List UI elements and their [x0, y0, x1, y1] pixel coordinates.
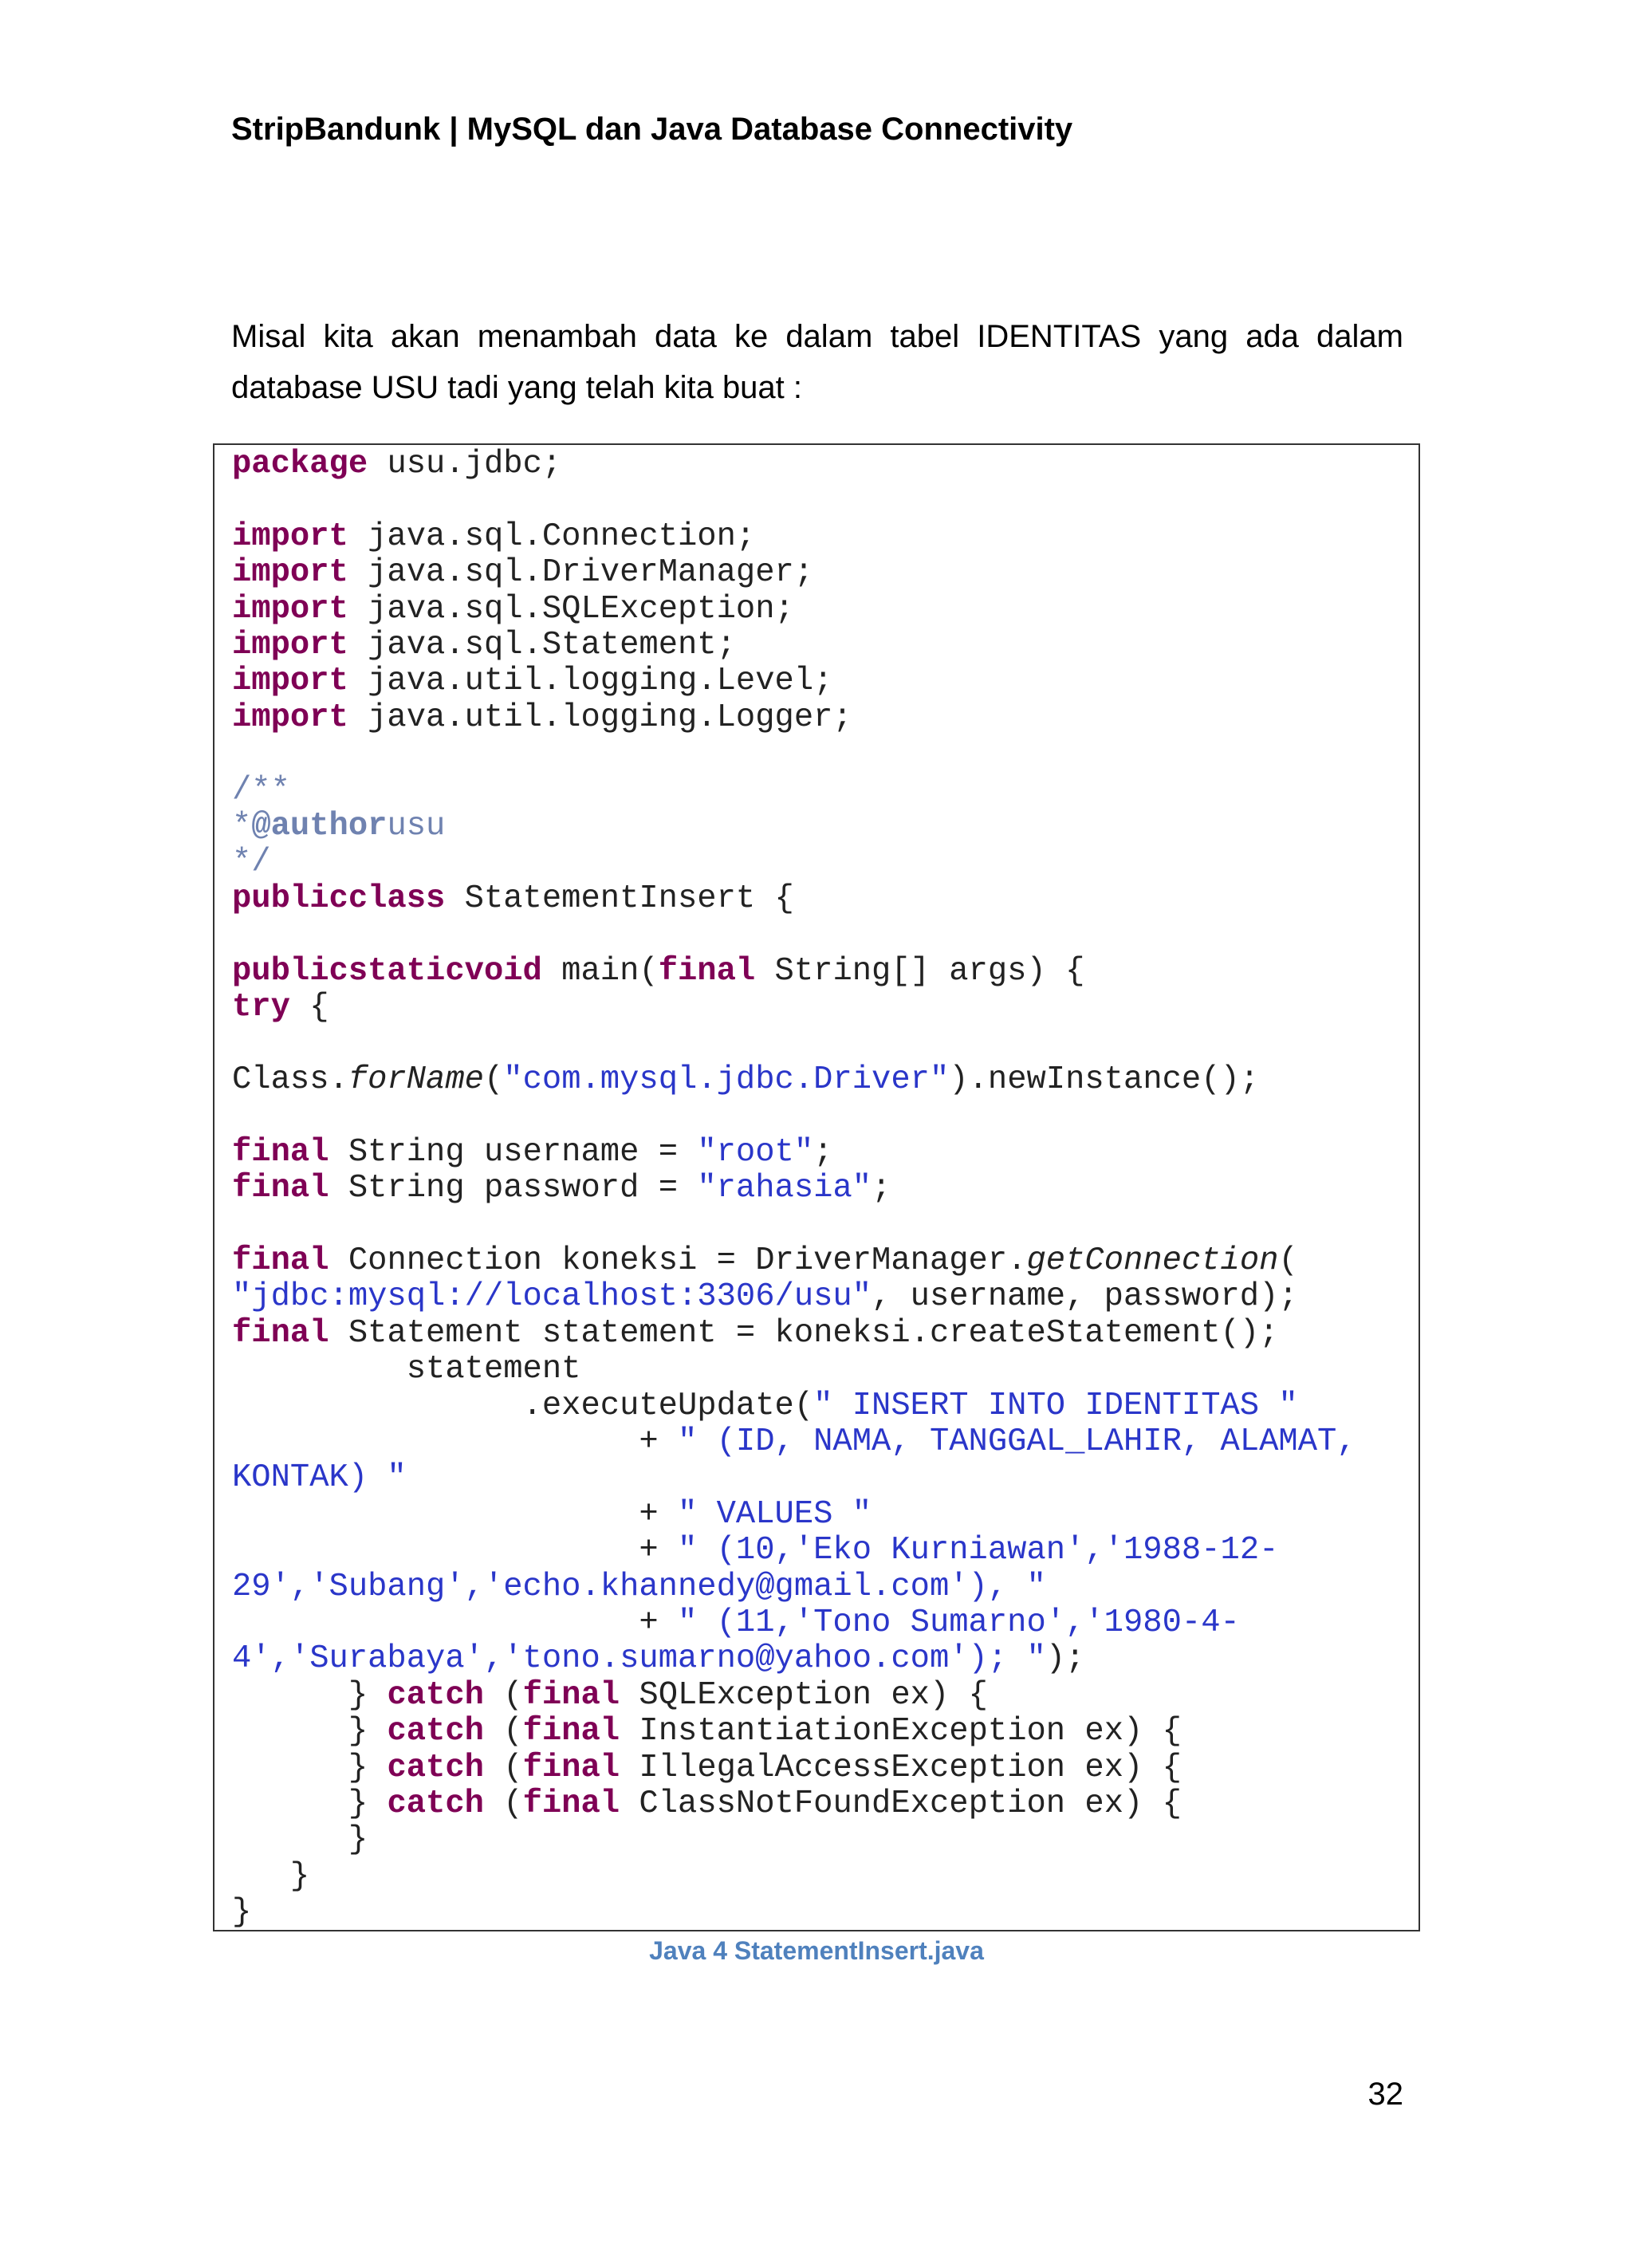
page-number: 32 [1367, 2077, 1403, 2112]
code-listing-box [213, 443, 1420, 1931]
listing-caption: Java 4 StatementInsert.java [649, 1936, 984, 1965]
code-block: package usu.jdbc; import java.sql.Connection; import java.sql.DriverManager; import java.sql.SQLException; import java.sql.Statement; import java.util.logging.Level; import java.util.logging.Logger; /** *@authorusu */ publicclass StatementInsert { publicstaticvoid main(final String[] args) { try { Class.forName("com.mysql.jdbc.Driver").newInstance(); final String username = "root"; final String password = "rahasia"; final Connection koneksi = DriverManager.getConnection( "jdbc:mysql://localhost:3306/usu", username, password); final Statement statement = koneksi.createStatement(); statement .executeUpdate(" INSERT INTO IDENTITAS " + " (ID, NAMA, TANGGAL_LAHIR, ALAMAT, KONTAK) " + " VALUES " + " (10,'Eko Kurniawan','1988-12- 29','Subang','echo.khannedy@gmail.com'), " + " (11,'Tono Sumarno','1980-4- 4','Surabaya','tono.sumarno@yahoo.com'); "); } catch (final SQLException ex) { } catch (final InstantiationException ex) { } catch (final IllegalAccessException ex) { } catch (final ClassNotFoundException ex) { } } } [232, 446, 1356, 1931]
intro-paragraph: Misal kita akan menambah data ke dalam tabel IDENTITAS yang ada dalam database USU tadi yang telah kita buat : [231, 319, 1403, 405]
page-header-title: StripBandunk | MySQL dan Java Database Connectivity [231, 112, 1073, 147]
